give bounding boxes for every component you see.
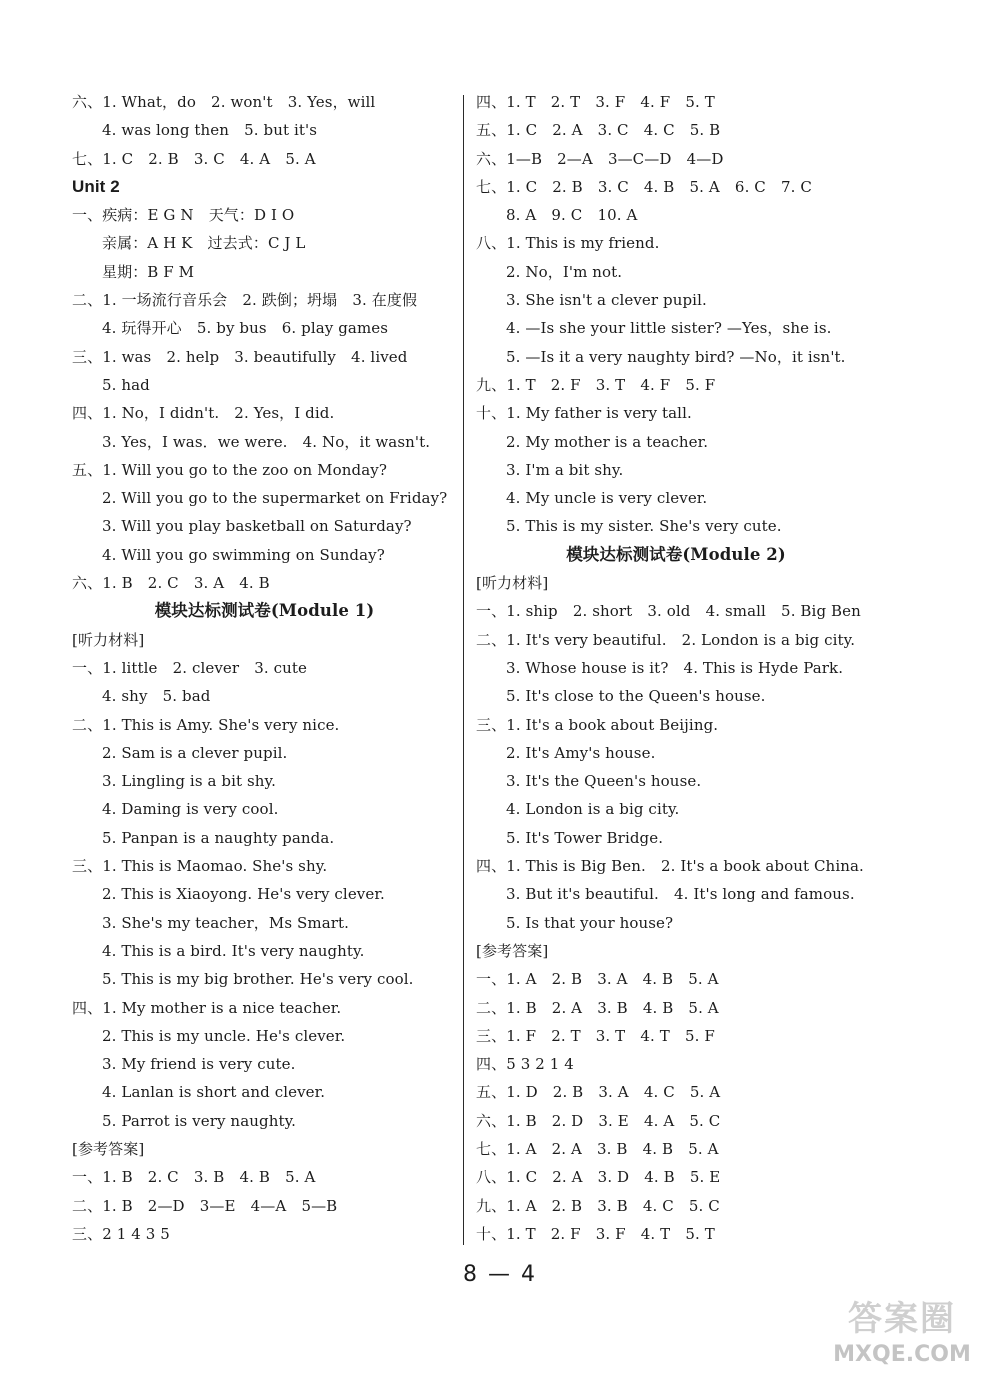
answer-line: 2. This is Xiaoyong. He's very clever.: [102, 885, 385, 904]
page-number: 8 — 4: [463, 1262, 537, 1287]
answer-line: 3. My friend is very cute.: [102, 1055, 296, 1074]
unit-heading: Unit 2: [72, 176, 120, 196]
answer-line: 4. My uncle is very clever.: [506, 489, 708, 508]
answer-line: 5. This is my big brother. He's very cool.: [102, 970, 414, 989]
answer-line: 六、1. B 2. D 3. E 4. A 5. C: [476, 1111, 721, 1130]
answer-line: 四、1. My mother is a nice teacher.: [72, 998, 342, 1017]
answer-line: 五、1. C 2. A 3. C 4. C 5. B: [476, 121, 721, 140]
answer-line: 4. was long then 5. but it's: [102, 121, 317, 140]
answer-line: 3. I'm a bit shy.: [506, 460, 624, 479]
section-heading: 模块达标测试卷(Module 1): [154, 601, 375, 621]
left-column: [72, 88, 457, 1248]
answer-line: 八、1. C 2. A 3. D 4. B 5. E: [476, 1168, 721, 1187]
answer-line: 六、1—B 2—A 3—C—D 4—D: [476, 149, 724, 168]
answer-line: 3. But it's beautiful. 4. It's long and famous.: [506, 885, 855, 904]
answer-line: 2. Sam is a clever pupil.: [102, 743, 288, 762]
answer-line: 一、疾病：E G N 天气：D I O: [72, 206, 295, 225]
answer-line: 2. My mother is a teacher.: [506, 432, 709, 451]
answer-line: 四、1. T 2. T 3. F 4. F 5. T: [476, 93, 715, 111]
answer-line: 2. Will you go to the supermarket on Friday?: [102, 489, 448, 508]
answer-line: 5. Panpan is a naughty panda.: [102, 828, 335, 847]
answer-line: 七、1. A 2. A 3. B 4. B 5. A: [476, 1139, 719, 1158]
answer-line: 十、1. My father is very tall.: [476, 404, 692, 423]
answer-line: 4. —Is she your little sister? —Yes，she is.: [506, 319, 832, 338]
answer-line: 七、1. C 2. B 3. C 4. A 5. A: [72, 149, 316, 168]
answer-line: 二、1. B 2—D 3—E 4—A 5—B: [72, 1196, 338, 1215]
answer-line: 5. Parrot is very naughty.: [102, 1111, 297, 1130]
answer-line: 5. This is my sister. She's very cute.: [506, 517, 782, 536]
answer-line: 4. Lanlan is short and clever.: [102, 1083, 326, 1102]
answer-line: 六、1. B 2. C 3. A 4. B: [72, 574, 270, 593]
answer-line: 5. It's Tower Bridge.: [506, 828, 664, 847]
answer-line: 4. shy 5. bad: [102, 687, 211, 706]
answer-line: 四、5 3 2 1 4: [476, 1055, 574, 1074]
answer-line: 三、1. F 2. T 3. T 4. T 5. F: [476, 1026, 715, 1045]
answer-line: 一、1. little 2. clever 3. cute: [72, 658, 308, 677]
answer-line: 3. It's the Queen's house.: [506, 772, 702, 791]
answer-line: 星期：B F M: [102, 262, 195, 281]
answer-line: 三、1. was 2. help 3. beautifully 4. lived: [72, 347, 408, 366]
answer-line: 2. This is my uncle. He's clever.: [102, 1026, 346, 1045]
answer-line: 五、1. D 2. B 3. A 4. C 5. A: [476, 1083, 721, 1102]
watermark-url: MXQE.COM: [833, 1342, 971, 1367]
answer-line: 八、1. This is my friend.: [476, 234, 660, 253]
answer-line: 二、1. This is Amy. She's very nice.: [72, 715, 340, 734]
answer-line: 四、1. This is Big Ben. 2. It's a book about China.: [476, 857, 864, 876]
answer-line: [参考答案]: [72, 1139, 145, 1158]
answer-line: 一、1. B 2. C 3. B 4. B 5. A: [72, 1168, 316, 1187]
answer-line: 二、1. It's very beautiful. 2. London is a big city.: [476, 630, 856, 649]
answer-line: 一、1. A 2. B 3. A 4. B 5. A: [476, 970, 719, 989]
answer-line: 3. She isn't a clever pupil.: [506, 291, 707, 310]
answer-line: 三、2 1 4 3 5: [72, 1224, 170, 1243]
answer-line: 3. Whose house is it? 4. This is Hyde Park.: [506, 658, 844, 677]
answer-line: 4. This is a bird. It's very naughty.: [102, 941, 365, 960]
answer-line: 4. Daming is very cool.: [102, 800, 279, 819]
answer-line: 4. 玩得开心 5. by bus 6. play games: [102, 319, 389, 338]
answer-line: 3. Yes，I was．we were. 4. No，it wasn't.: [102, 432, 431, 451]
answer-line: 三、1. This is Maomao. She's shy.: [72, 857, 328, 876]
answer-line: 六、1. What，do 2. won't 3. Yes，will: [72, 93, 376, 111]
answer-line: 亲属：A H K 过去式：C J L: [102, 234, 306, 253]
answer-line: 3. She's my teacher，Ms Smart.: [102, 913, 350, 932]
answer-line: 四、1. No，I didn't. 2. Yes，I did.: [72, 404, 335, 423]
answer-line: 4. Will you go swimming on Sunday?: [102, 545, 385, 564]
watermark-chinese: 答案圈: [848, 1299, 956, 1339]
answer-line: 九、1. A 2. B 3. B 4. C 5. C: [476, 1196, 720, 1215]
answer-line: 3. Will you play basketball on Saturday?: [102, 517, 412, 536]
section-heading: 模块达标测试卷(Module 2): [566, 544, 786, 564]
answer-line: 2. It's Amy's house.: [506, 743, 656, 762]
answer-line: 2. No，I'm not.: [506, 262, 623, 281]
answer-line: 二、1. B 2. A 3. B 4. B 5. A: [476, 998, 719, 1017]
right-column: [476, 88, 876, 1248]
answer-line: 8. A 9. C 10. A: [506, 206, 638, 225]
answer-line: [听力材料]: [476, 574, 549, 593]
answer-line: [参考答案]: [476, 941, 549, 960]
answer-line: 5. —Is it a very naughty bird? —No，it isn't.: [506, 347, 846, 366]
column-divider: [463, 95, 464, 1245]
answer-line: 五、1. Will you go to the zoo on Monday?: [72, 460, 387, 479]
watermark-logo: [812, 1296, 992, 1382]
answer-line: 4. London is a big city.: [506, 800, 680, 819]
answer-line: 5. had: [102, 375, 150, 394]
answer-line: 一、1. ship 2. short 3. old 4. small 5. Big Ben: [476, 602, 861, 621]
answer-line: [听力材料]: [72, 630, 145, 649]
answer-line: 5. Is that your house?: [506, 913, 674, 932]
answer-line: 二、1. 一场流行音乐会 2. 跌倒；坍塌 3. 在度假: [72, 291, 418, 310]
answer-line: 九、1. T 2. F 3. T 4. F 5. F: [476, 375, 716, 394]
answer-line: 5. It's close to the Queen's house.: [506, 687, 766, 706]
answer-line: 十、1. T 2. F 3. F 4. T 5. T: [476, 1224, 715, 1243]
answer-line: 3. Lingling is a bit shy.: [102, 772, 277, 791]
answer-line: 七、1. C 2. B 3. C 4. B 5. A 6. C 7. C: [476, 177, 812, 196]
answer-line: 三、1. It's a book about Beijing.: [476, 715, 719, 734]
